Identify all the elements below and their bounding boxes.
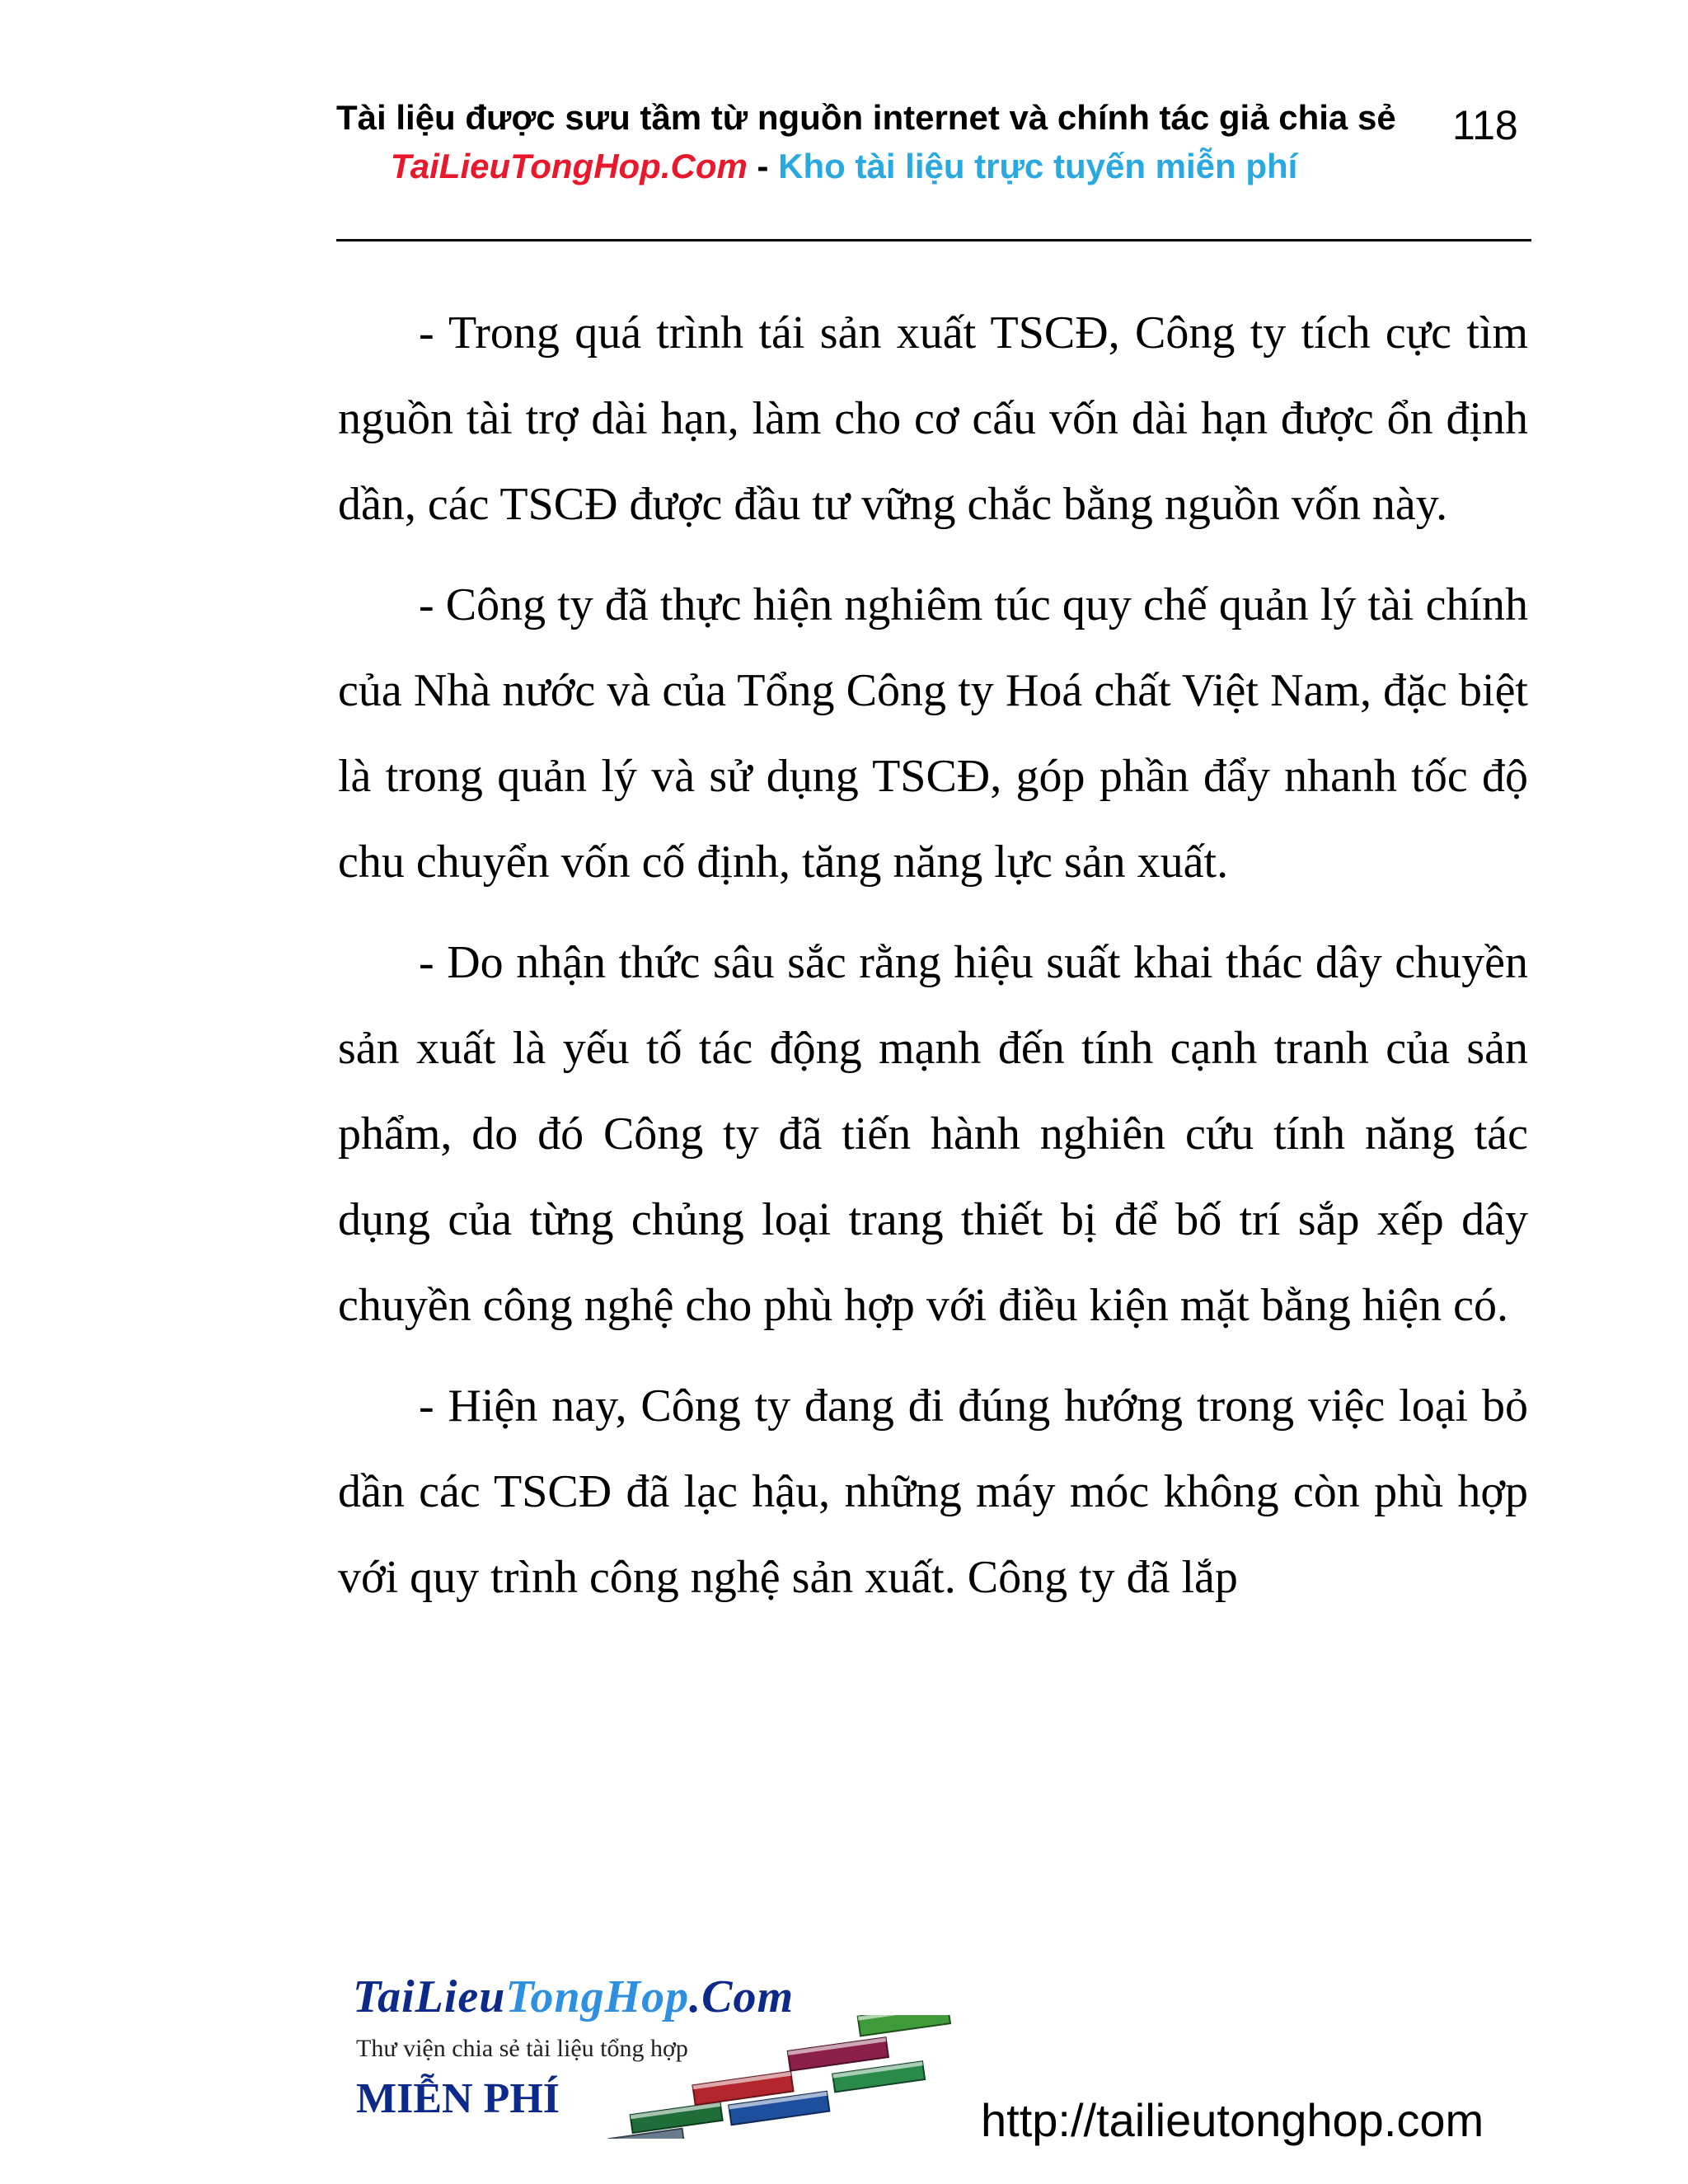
header-source-note: Tài liệu được sưu tầm từ nguồn internet và chính tác giả chia sẻ bbox=[336, 98, 1396, 137]
document-body bbox=[338, 290, 1528, 1635]
header-separator: - bbox=[747, 147, 779, 185]
paragraph: - Công ty đã thực hiện nghiêm túc quy chế quản lý tài chính của Nhà nước và của Tổng Công ty Hoá chất Việt Nam, đặc biệt là trong quản lý và sử dụng TSCĐ, góp phần đẩy nhanh tốc độ chu chuyển vốn cố định, tăng năng lực sản xuất. bbox=[338, 579, 1528, 888]
header-divider bbox=[336, 239, 1531, 241]
logo-subtitle: Thư viện chia sẻ tài liệu tổng hợp bbox=[356, 2035, 688, 2062]
paragraph: - Do nhận thức sâu sắc rằng hiệu suất khai thác dây chuyền sản xuất là yếu tố tác động mạnh đến tính cạnh tranh của sản phẩm, do đó Công ty đã tiến hành nghiên cứu tính năng tác dụng của từng chủng loại trang thiết bị để bố trí sắp xếp dây chuyền công nghệ cho phù hợp với điều kiện mặt bằng hiện có. bbox=[338, 937, 1528, 1331]
logo-title-part: TongHop bbox=[505, 1971, 690, 2022]
header-site-line bbox=[0, 145, 1688, 188]
page-number: 118 bbox=[1452, 102, 1518, 148]
paragraph: - Hiện nay, Công ty đang đi đúng hướng trong việc loại bỏ dần các TSCĐ đã lạc hậu, những máy móc không còn phù hợp với quy trình công nghệ sản xuất. Công ty đã lắp bbox=[338, 1380, 1528, 1603]
logo-free-label: MIỄN PHÍ bbox=[356, 2075, 560, 2122]
site-tagline: Kho tài liệu trực tuyến miễn phí bbox=[778, 147, 1298, 185]
books-icon bbox=[593, 2015, 973, 2139]
logo-title-part: .Com bbox=[689, 1971, 795, 2022]
footer-logo[interactable] bbox=[346, 1966, 973, 2139]
footer-url-link[interactable]: http://tailieutonghop.com bbox=[981, 2094, 1484, 2146]
logo-title-part: TaiLieu bbox=[353, 1971, 506, 2022]
paragraph: - Trong quá trình tái sản xuất TSCĐ, Công ty tích cực tìm nguồn tài trợ dài hạn, làm cho cơ cấu vốn dài hạn được ổn định dần, các TSCĐ được đầu tư vững chắc bằng nguồn vốn này. bbox=[338, 307, 1528, 530]
site-name-link[interactable]: TaiLieuTongHop.Com bbox=[390, 147, 748, 185]
